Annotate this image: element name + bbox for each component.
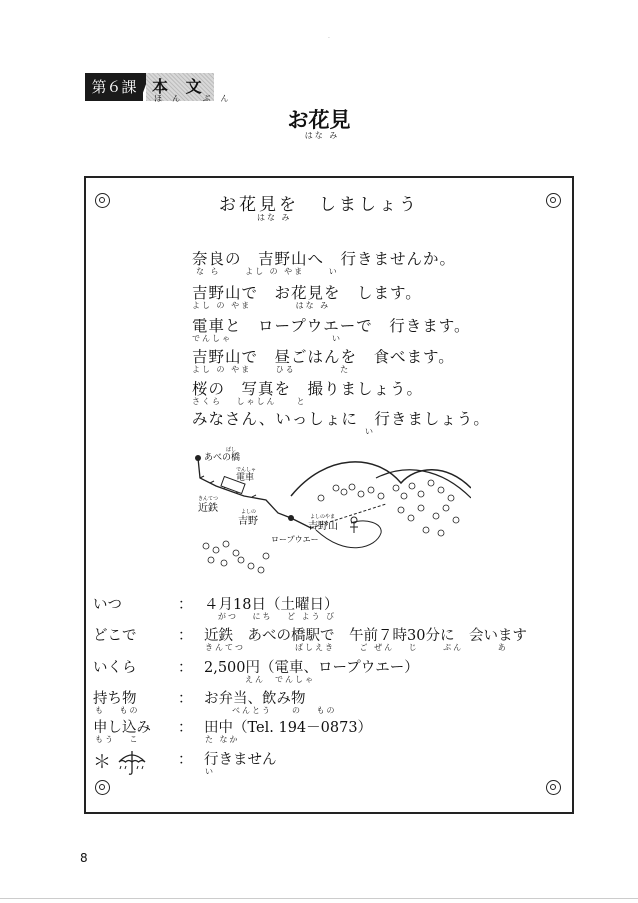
detail-label-when: いつ bbox=[93, 597, 122, 613]
map-ruby: きんてつ bbox=[198, 496, 219, 502]
detail-value-ruby: べんとう の もの bbox=[232, 706, 337, 715]
flyer-line: 吉野山で 昼ごはんを 食べます。 bbox=[192, 348, 455, 366]
detail-colon: ： bbox=[178, 597, 193, 613]
person-icon bbox=[350, 517, 358, 533]
flyer-line-ruby: よし の やま ひる た bbox=[192, 365, 351, 374]
lesson-number-tab: 第６課 bbox=[85, 73, 143, 101]
route-map-illustration bbox=[186, 438, 471, 588]
flyer-line: 桜の 写真を 撮りましょう。 bbox=[192, 380, 424, 398]
detail-label-apply: 申し込み bbox=[93, 720, 151, 736]
map-label-yoshinoyama: 吉野山 bbox=[308, 521, 338, 532]
map-ruby: よしの bbox=[241, 509, 257, 515]
detail-value-where: 近鉄 あべの橋駅で 午前７時30分に 会います bbox=[204, 628, 527, 644]
section-label: 本 文 bbox=[152, 77, 208, 96]
detail-colon: ： bbox=[178, 752, 193, 768]
pin-icon-bottom-right bbox=[546, 780, 561, 795]
map-ruby: でんしゃ bbox=[236, 467, 257, 473]
detail-colon: ： bbox=[178, 660, 193, 676]
detail-value-ruby: い bbox=[205, 767, 215, 776]
detail-value-ruby: えん でんしゃ bbox=[245, 675, 315, 684]
detail-colon: ： bbox=[178, 628, 193, 644]
page-number: 8 bbox=[80, 851, 88, 865]
map-ruby: ばし bbox=[226, 447, 237, 453]
section-ruby: ほん ぶん bbox=[154, 94, 239, 103]
map-label-ropeway: ロープウエー bbox=[271, 535, 319, 544]
detail-label-ruby: もう こ bbox=[95, 735, 140, 744]
station-marker bbox=[195, 455, 201, 461]
detail-label-where: どこで bbox=[93, 628, 137, 644]
detail-value-rain: 行きません bbox=[204, 752, 277, 768]
page-title: お花見 bbox=[287, 107, 351, 132]
detail-label-bring: 持ち物 bbox=[93, 691, 137, 707]
flyer-line-ruby: さくら しゃしん と bbox=[192, 397, 307, 406]
flyer-line-ruby: な ら よし の やま い bbox=[196, 267, 339, 276]
detail-label-rain-asterisk: ＊ bbox=[93, 752, 111, 773]
flyer-line-ruby: い bbox=[365, 427, 375, 436]
detail-value-when: ４月18日（土曜日） bbox=[204, 597, 339, 613]
detail-value-bring: お弁当、飲み物 bbox=[204, 691, 306, 707]
map-label-kintetsu: 近鉄 bbox=[198, 503, 218, 514]
flyer-line: みなさん、いっしょに 行きましょう。 bbox=[192, 410, 490, 428]
detail-value-ruby: た なか bbox=[205, 735, 240, 744]
detail-value-apply: 田中（Tel. 194－0873） bbox=[204, 720, 373, 736]
pin-icon-bottom-left bbox=[95, 780, 110, 795]
flyer-line-ruby: でんしゃ い bbox=[192, 334, 342, 343]
detail-value-cost: 2,500円（電車、ロープウエー） bbox=[204, 660, 419, 676]
station-marker bbox=[288, 515, 294, 521]
flyer-line-ruby: よし の やま はな み bbox=[192, 301, 331, 310]
detail-label-cost: いくら bbox=[93, 660, 137, 676]
map-label-abenobashi: あべの橋 bbox=[204, 453, 241, 463]
detail-value-ruby: がつ にち ど よう び bbox=[218, 612, 337, 621]
umbrella-icon bbox=[116, 748, 148, 776]
map-ruby: よしのやま bbox=[310, 514, 336, 520]
flyer-title-ruby: はな み bbox=[257, 213, 292, 222]
detail-label-ruby: も もの bbox=[95, 706, 140, 715]
detail-value-ruby: きんてつ ばしえき ご ぜん じ ぷん あ bbox=[205, 643, 508, 652]
flyer-line: 電車と ロープウエーで 行きます。 bbox=[192, 317, 471, 335]
footer-divider bbox=[0, 898, 638, 899]
detail-colon: ： bbox=[178, 720, 193, 736]
flyer-title: お花見を しましょう bbox=[219, 195, 419, 215]
page-title-ruby: はな み bbox=[304, 131, 340, 140]
flyer-line: 奈良の 吉野山へ 行きませんか。 bbox=[192, 250, 457, 268]
map-label-densha: 電車 bbox=[236, 473, 255, 483]
map-label-yoshino: 吉野 bbox=[238, 516, 258, 527]
flyer-line: 吉野山で お花見を します。 bbox=[192, 284, 422, 302]
hill-outline bbox=[376, 470, 471, 498]
detail-colon: ： bbox=[178, 691, 193, 707]
stray-dot: · bbox=[328, 35, 330, 42]
